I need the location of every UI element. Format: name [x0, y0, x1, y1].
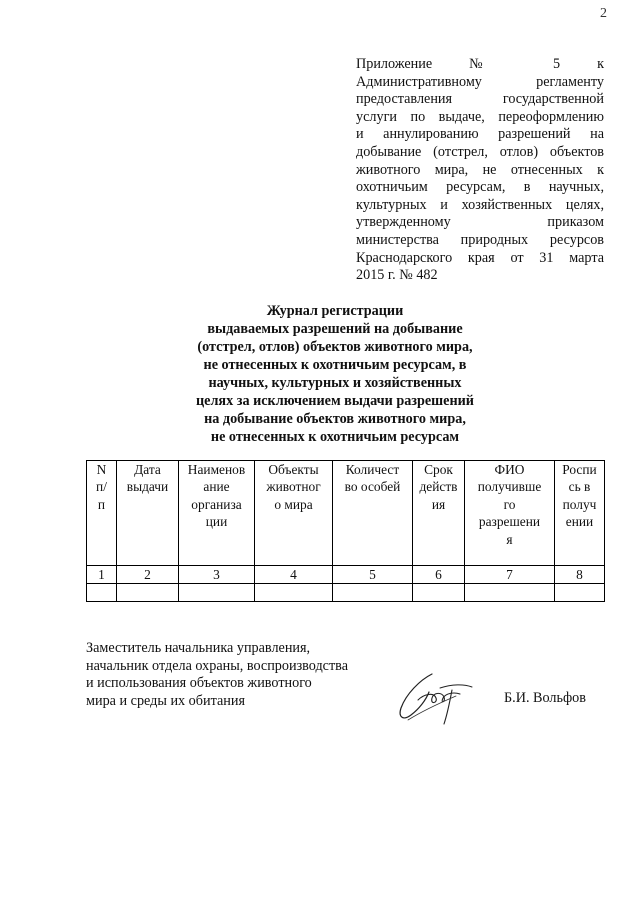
header-text: Срок [424, 462, 453, 477]
page-number: 2 [600, 6, 607, 21]
column-number: 3 [179, 566, 255, 584]
column-number: 2 [117, 566, 179, 584]
header-text: Количест [345, 462, 400, 477]
header-text: Роспи [562, 462, 597, 477]
appendix-line: Краснодарского края от 31 марта [356, 249, 604, 266]
title-line: выдаваемых разрешений на добывание [207, 321, 463, 337]
header-text: действ [419, 479, 458, 495]
empty-cell [413, 584, 465, 602]
appendix-line: министерства природных ресурсов [356, 231, 604, 248]
title-line: на добывание объектов животного мира, [204, 411, 466, 427]
header-text: Дата [134, 462, 161, 477]
appendix-line: услуги по выдаче, переоформлению [356, 108, 604, 125]
header-text: разрешени [478, 514, 541, 530]
header-cell-quantity [333, 461, 413, 566]
header-text: ание [203, 479, 230, 495]
header-text: выдачи [126, 479, 169, 495]
table-header-row [87, 461, 605, 566]
header-text: ия [431, 496, 446, 512]
header-text: ФИО [494, 462, 525, 477]
header-text: го [503, 496, 516, 512]
empty-cell [87, 584, 117, 602]
appendix-line: культурных и хозяйственных целях, [356, 196, 604, 213]
empty-cell [255, 584, 333, 602]
empty-cell [333, 584, 413, 602]
header-text: животног [266, 479, 321, 495]
header-text: п/ [96, 479, 107, 495]
header-text: ции [205, 514, 228, 530]
header-text: ении [565, 514, 594, 530]
column-number: 8 [555, 566, 605, 584]
title-line: (отстрел, отлов) объектов животного мира, [197, 339, 473, 355]
header-text: N [96, 462, 107, 477]
signatory-position [86, 640, 348, 710]
position-line: мира и среды их обитания [86, 692, 245, 709]
header-text: Наименов [187, 462, 246, 477]
title-line: целях за исключением выдачи разрешений [196, 393, 474, 409]
header-text: я [506, 531, 513, 547]
header-cell-organization [179, 461, 255, 566]
header-cell-date [117, 461, 179, 566]
position-line: начальник отдела охраны, воспроизводства [86, 657, 348, 674]
empty-cell [465, 584, 555, 602]
appendix-line: и аннулированию разрешений на [356, 126, 604, 143]
appendix-line: 2015 г. № 482 [356, 267, 438, 284]
header-cell-number [87, 461, 117, 566]
position-line: Заместитель начальника управления, [86, 640, 311, 656]
header-text: п [97, 496, 106, 512]
appendix-line: добывание (отстрел, отлов) объектов [356, 143, 604, 160]
registration-table [86, 460, 605, 602]
appendix-line: утвержденному приказом [356, 214, 604, 231]
header-text: Объекты [268, 462, 319, 477]
column-number: 6 [413, 566, 465, 584]
title-line: Журнал регистрации [266, 303, 404, 319]
empty-cell [117, 584, 179, 602]
header-cell-term [413, 461, 465, 566]
header-cell-receipt-signature [555, 461, 605, 566]
column-number: 1 [87, 566, 117, 584]
header-text: организа [191, 496, 242, 512]
appendix-line: Административному регламенту [356, 73, 604, 90]
appendix-line: предоставления государственной [356, 91, 604, 108]
header-cell-objects [255, 461, 333, 566]
position-line: и использования объектов животного [86, 675, 312, 692]
table-empty-row [87, 584, 605, 602]
header-cell-recipient-name [465, 461, 555, 566]
table-numbering-row [87, 566, 605, 584]
empty-cell [555, 584, 605, 602]
column-number: 5 [333, 566, 413, 584]
header-text: о мира [274, 496, 313, 512]
column-number: 4 [255, 566, 333, 584]
title-line: научных, культурных и хозяйственных [208, 375, 462, 391]
appendix-header [356, 56, 604, 285]
signatory-name: Б.И. Вольфов [504, 690, 586, 706]
handwritten-signature [394, 670, 474, 728]
header-text: во особей [344, 479, 401, 495]
column-number: 7 [465, 566, 555, 584]
title-line: не отнесенных к охотничьим ресурсам, в [203, 357, 467, 373]
header-text: получивше [477, 479, 542, 495]
header-text: получ [562, 496, 597, 512]
appendix-line: охотничьим ресурсам, в научных, [356, 179, 604, 196]
appendix-line: животного мира, не отнесенных к [356, 161, 604, 178]
empty-cell [179, 584, 255, 602]
journal-title [150, 302, 520, 446]
appendix-line: Приложение № 5 к [356, 56, 604, 72]
title-line: не отнесенных к охотничьим ресурсам [210, 429, 460, 445]
header-text: сь в [568, 479, 591, 495]
